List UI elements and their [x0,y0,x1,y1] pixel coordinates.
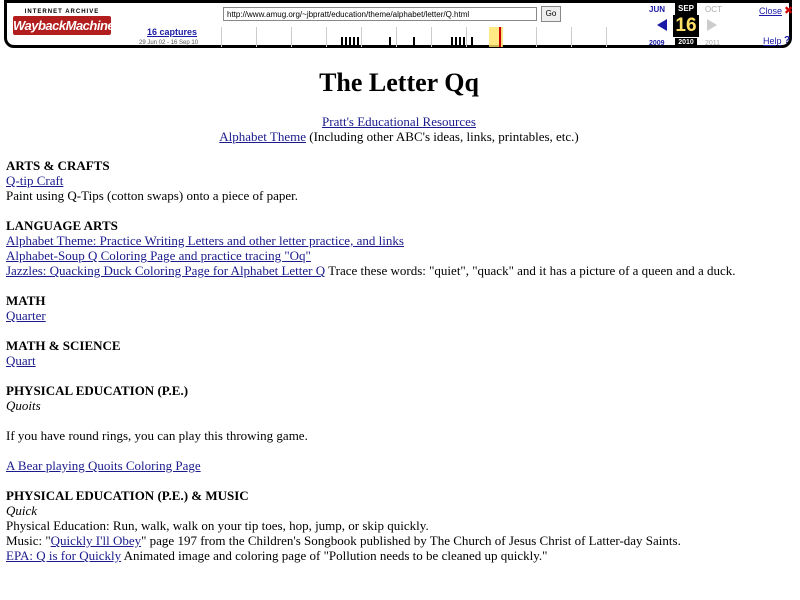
timeline-tick [361,27,362,47]
timeline-capture-mark[interactable] [455,37,457,47]
timeline-capture-mark[interactable] [471,37,473,47]
timeline-current-marker [499,27,501,47]
section-heading-math: MATH [6,293,46,308]
wayback-toolbar [4,0,792,48]
capture-range: 29 Jun 02 - 16 Sep 10 [139,40,199,46]
month-next: OCT [705,5,722,14]
timeline-tick [571,27,572,47]
pe-quick-desc: Physical Education: Run, walk, walk on your tip toes, hop, jump, or skip quickly. [6,518,429,533]
close-icon[interactable]: ✖ [784,5,794,17]
timeline-capture-mark[interactable] [349,37,351,47]
theme-note: (Including other ABC's ideas, links, printables, etc.) [306,129,579,144]
capture-timeline[interactable] [221,27,639,47]
timeline-tick [396,27,397,47]
alphabet-soup-link[interactable]: Alphabet-Soup Q Coloring Page and practice tracing "Oq" [6,248,311,263]
timeline-tick [256,27,257,47]
jazzles-desc: Trace these words: "quiet", "quack" and it has a picture of a queen and a duck. [325,263,736,278]
section-heading-arts: ARTS & CRAFTS [6,158,110,173]
month-prev[interactable]: JUN [649,5,666,14]
prev-capture-arrow-icon[interactable] [657,19,667,31]
logo-wayback-machine: WaybackMachine [13,18,115,33]
timeline-capture-mark[interactable] [353,37,355,47]
section-heading-pe-music: PHYSICAL EDUCATION (P.E.) & MUSIC [6,488,249,503]
theme-line [6,129,792,144]
timeline-tick [466,27,467,47]
page-content [6,56,792,563]
qtip-craft-link[interactable]: Q-tip Craft [6,173,64,188]
timeline-capture-mark[interactable] [345,37,347,47]
alphabet-theme-link[interactable]: Alphabet Theme [219,129,306,144]
captures-link[interactable]: 16 captures [147,27,198,37]
help-link[interactable]: Help [763,36,782,46]
timeline-tick [536,27,537,47]
section-heading-pe: PHYSICAL EDUCATION (P.E.) [6,383,189,398]
url-input[interactable]: http://www.amug.org/~jbpratt/education/theme/alphabet/letter/Q.html [223,7,537,21]
year-prev[interactable]: 2009 [649,40,665,47]
quick-subheading: Quick [6,503,38,518]
close-link[interactable]: Close [759,6,783,16]
page-title: The Letter Qq [319,68,479,97]
resources-link[interactable]: Pratt's Educational Resources [322,114,476,129]
year-current: 2010 [675,38,697,48]
timeline-capture-mark[interactable] [357,37,359,47]
timeline-capture-mark[interactable] [451,37,453,47]
help-icon[interactable]: ? [784,35,791,46]
year-next: 2011 [705,40,721,47]
logo-internet-archive: INTERNET ARCHIVE [24,9,100,15]
quart-link[interactable]: Quart [6,353,36,368]
timeline-capture-mark[interactable] [341,37,343,47]
qtip-craft-desc: Paint using Q-Tips (cotton swaps) onto a piece of paper. [6,188,298,203]
go-button[interactable]: Go [541,6,561,22]
epa-quickly-link[interactable]: EPA: Q is for Quickly [6,548,122,563]
timeline-capture-mark[interactable] [389,37,391,47]
wayback-logo[interactable] [13,9,115,41]
timeline-tick [431,27,432,47]
timeline-capture-mark[interactable] [463,37,465,47]
quoits-subheading: Quoits [6,398,41,413]
bear-quoits-link[interactable]: A Bear playing Quoits Coloring Page [6,458,201,473]
timeline-tick [606,27,607,47]
section-heading-math-science: MATH & SCIENCE [6,338,121,353]
practice-writing-link[interactable]: Alphabet Theme: Practice Writing Letters and other letter practice, and links [6,233,404,248]
current-day: 16 [673,15,699,37]
month-current: SEP [675,3,697,15]
music-line [6,533,792,548]
quickly-obey-link[interactable]: Quickly I'll Obey [50,533,142,548]
jazzles-link[interactable]: Jazzles: Quacking Duck Coloring Page for Alphabet Letter Q [6,263,326,278]
timeline-tick [291,27,292,47]
music-prefix: Music: " [6,533,51,548]
timeline-capture-mark[interactable] [459,37,461,47]
timeline-tick [221,27,222,47]
quarter-link[interactable]: Quarter [6,308,46,323]
timeline-tick [326,27,327,47]
timeline-capture-mark[interactable] [413,37,415,47]
resources-line [6,114,792,129]
epa-desc: Animated image and coloring page of "Pollution needs to be cleaned up quickly." [121,548,548,563]
quoits-desc: If you have round rings, you can play this throwing game. [6,428,308,443]
next-capture-arrow-icon [707,19,717,31]
section-heading-language: LANGUAGE ARTS [6,218,118,233]
music-suffix: " page 197 from the Children's Songbook published by The Church of Jesus Christ of Latter-day Saints. [141,533,681,548]
